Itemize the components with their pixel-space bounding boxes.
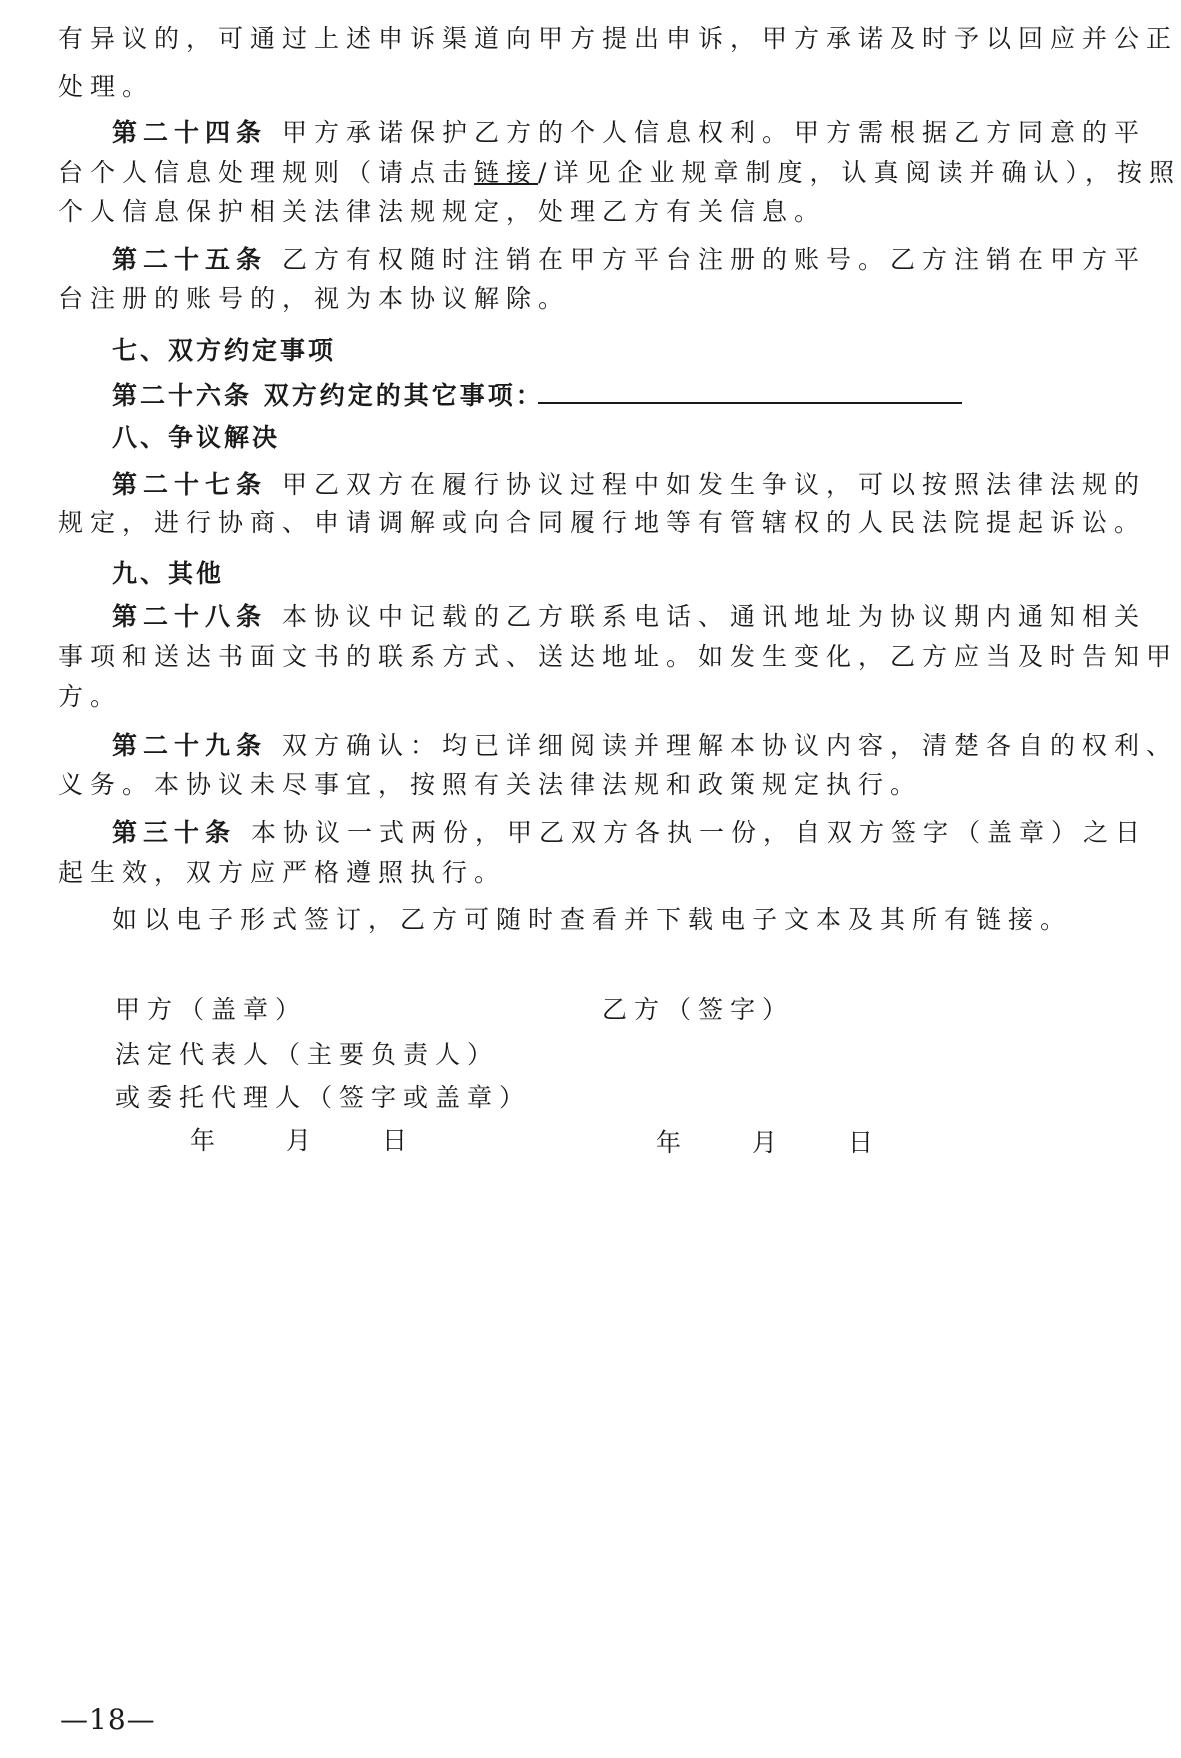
date-a: 年 月 日 <box>190 1126 415 1155</box>
article-label: 第二十四条 <box>112 118 268 147</box>
text-line <box>58 158 1181 188</box>
article-text: 甲乙双方在履行协议过程中如发生争议，可以按照法律法规的 <box>281 470 1146 499</box>
article-label: 第二十七条 <box>112 470 268 499</box>
text-line: 有异议的，可通过上述申诉渠道向甲方提出申诉，甲方承诺及时予以回应并公正 <box>58 24 1179 53</box>
text-line: 处理。 <box>58 72 155 101</box>
article-label: 第三十条 <box>112 818 237 847</box>
article-text: 本协议一式两份，甲乙双方各执一份，自双方签字（盖章）之日 <box>250 818 1147 847</box>
section-heading: 七、双方约定事项 <box>112 336 337 365</box>
text-line: 规定，进行协商、申请调解或向合同履行地等有管辖权的人民法院提起诉讼。 <box>58 508 1147 537</box>
article-label: 第二十八条 <box>112 602 268 631</box>
article-24 <box>112 118 1146 148</box>
text-line: 起生效，双方应严格遵照执行。 <box>58 858 507 887</box>
article-label: 第二十六条 <box>112 381 253 410</box>
article-text: /详见企业规章制度，认真阅读并确认），按照 <box>538 158 1181 187</box>
text-line: 个人信息保护相关法律法规规定，处理乙方有关信息。 <box>58 197 827 226</box>
section-heading: 九、其他 <box>112 559 225 588</box>
article-29 <box>112 731 1178 761</box>
text-line: 如以电子形式签订，乙方可随时查看并下载电子文本及其所有链接。 <box>112 905 1073 934</box>
party-b-label: 乙方（签字） <box>602 995 795 1024</box>
article-27 <box>112 470 1146 500</box>
article-28 <box>112 602 1146 632</box>
legal-representative-label: 法定代表人（主要负责人） <box>115 1040 500 1069</box>
rules-link[interactable]: 链接 <box>474 158 539 187</box>
article-30 <box>112 818 1147 848</box>
article-text: 双方确认：均已详细阅读并理解本协议内容，清楚各自的权利、 <box>281 731 1178 760</box>
text-line: 方。 <box>58 682 123 711</box>
article-25 <box>112 245 1146 275</box>
article-text: 甲方承诺保护乙方的个人信息权利。甲方需根据乙方同意的平 <box>281 118 1146 147</box>
article-text: 乙方有权随时注销在甲方平台注册的账号。乙方注销在甲方平 <box>281 245 1146 274</box>
date-b: 年 月 日 <box>656 1128 881 1157</box>
article-text: 台个人信息处理规则（请点击 <box>58 158 475 187</box>
article-26 <box>112 381 544 411</box>
article-text: 本协议中记载的乙方联系电话、通讯地址为协议期内通知相关 <box>281 602 1146 631</box>
text-line: 义务。本协议未尽事宜，按照有关法律法规和政策规定执行。 <box>58 770 923 799</box>
section-heading: 八、争议解决 <box>112 423 281 452</box>
text-line: 台注册的账号的，视为本协议解除。 <box>58 284 571 313</box>
party-a-label: 甲方（盖章） <box>115 995 308 1024</box>
article-text: 双方约定的其它事项： <box>263 381 544 410</box>
article-label: 第二十九条 <box>112 731 268 760</box>
text-line: 事项和送达书面文书的联系方式、送达地址。如发生变化，乙方应当及时告知甲 <box>58 642 1179 671</box>
agent-label: 或委托代理人（签字或盖章） <box>115 1083 532 1112</box>
fill-in-blank-line <box>538 402 962 404</box>
page-number: —18— <box>60 1703 156 1736</box>
article-label: 第二十五条 <box>112 245 268 274</box>
